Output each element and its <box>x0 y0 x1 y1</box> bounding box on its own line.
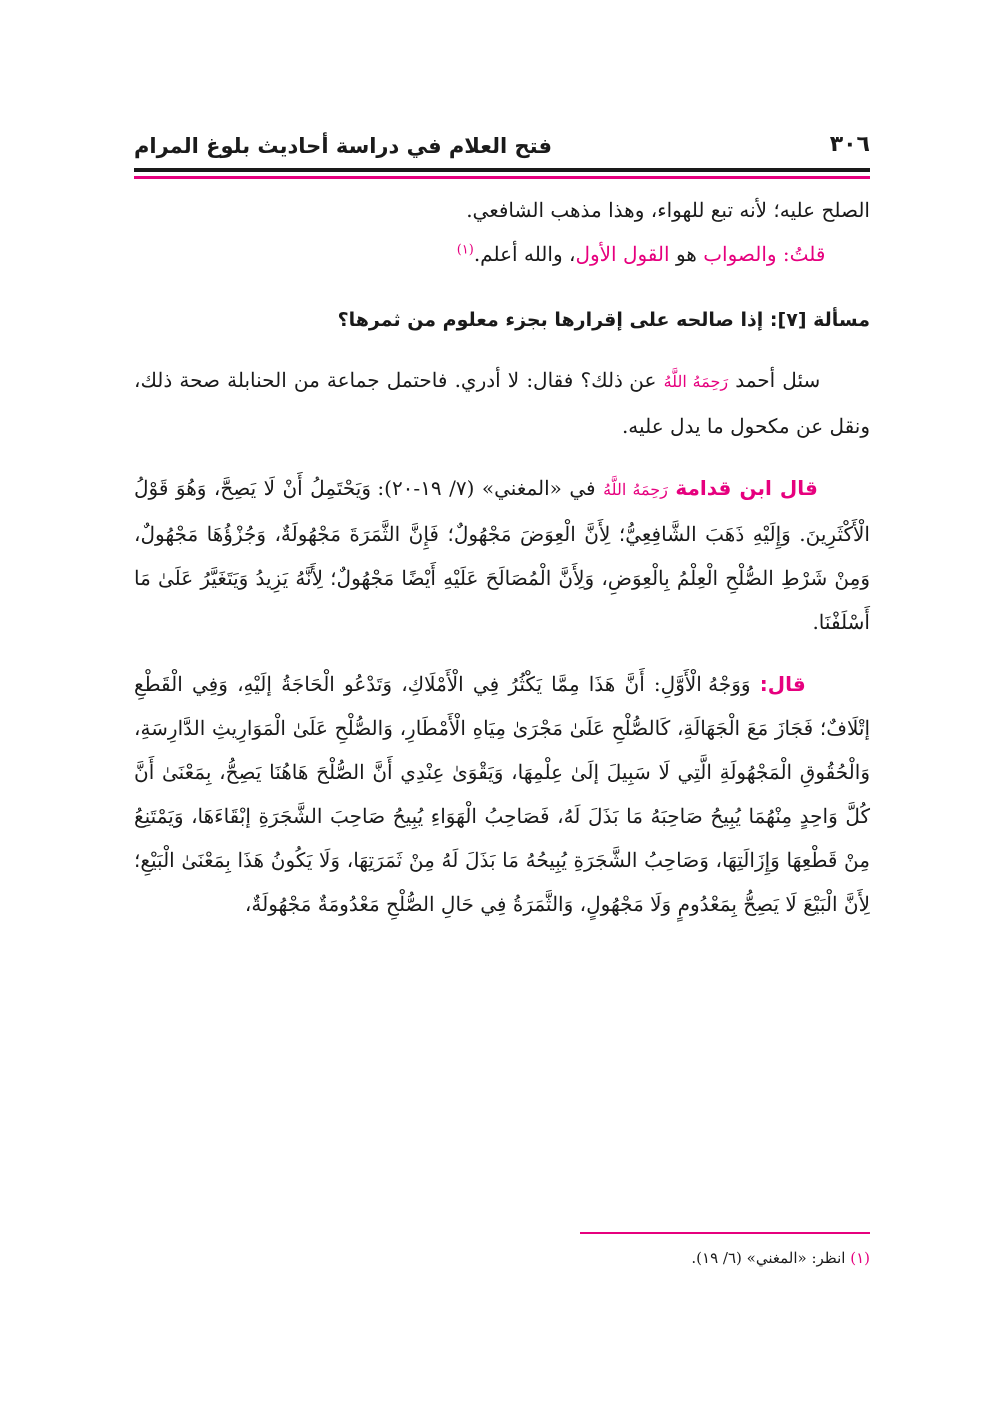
paragraph-author-note <box>134 232 870 276</box>
page-number: ٣٠٦ <box>829 132 870 157</box>
quote-intro-qal: قال: <box>759 672 806 696</box>
paragraph-ahmad <box>134 358 870 448</box>
footnote-text: انظر: «المغني» (٦/ ١٩). <box>691 1249 846 1267</box>
header-rule-pink <box>134 176 870 179</box>
paragraph-qal <box>134 662 870 926</box>
quote-intro-ibn-qudama: قال ابن قدامة <box>675 476 818 500</box>
author-note-word-3: القول الأول <box>575 242 670 266</box>
footnote-number: (١) <box>850 1249 870 1267</box>
author-note-label: قلتُ: <box>782 242 826 266</box>
ahmad-text-after: عن ذلك؟ فقال: لا أدري. فاحتمل جماعة من الحنابلة صحة ذلك، ونقل عن مكحول ما يدل عليه. <box>134 368 870 438</box>
paragraph-continuation: الصلح عليه؛ لأنه تبع للهواء، وهذا مذهب الشافعي. <box>466 198 870 222</box>
footnote-reference[interactable]: (١) <box>456 242 474 258</box>
quote-text-qal: وَوَجْهُ الْأَوَّلِ: أَنَّ هَذَا مِمَّا يَكْثُرُ فِي الْأَمْلَاكِ، وَتَدْعُو الْحَاجَةُ إلَيْهِ، وَفِي الْقَطْعِ إتْلَافٌ؛ فَجَازَ مَعَ الْجَهَالَةِ، كَالصُّلْحِ عَلَىٰ مَجْرَىٰ مِيَاهِ الْأَمْطَارِ، وَالصُّلْحِ عَلَىٰ الْمَوَارِيثِ الدَّارِسَةِ، وَالْحُقُوقِ الْمَجْهُولَةِ الَّتِي لَا سَبِيلَ إلَىٰ عِلْمِهَا، وَيَقْوَىٰ عِنْدِي أَنَّ الصُّلْحَ هَاهُنَا يَصِحُّ، بِمَعْنَىٰ أَنَّ كُلَّ وَاحِدٍ مِنْهُمَا يُبِيحُ صَاحِبَهُ مَا بَذَلَ لَهُ، فَصَاحِبُ الْهَوَاءِ يُبِيحُ صَاحِبَ الشَّجَرَةِ إبْقَاءَهَا، وَيَمْتَنِعُ مِنْ قَطْعِهَا وَإِزَالَتِهَا، وَصَاحِبُ الشَّجَرَةِ يُبِيحُهُ مَا بَذَلَ لَهُ مِنْ ثَمَرَتِهَا، وَلَا يَكُونُ هَذَا بِمَعْنَىٰ الْبَيْعِ؛ لِأَنَّ الْبَيْعَ لَا يَصِحُّ بِمَعْدُومٍ وَلَا مَجْهُولٍ، وَالثَّمَرَةُ فِي حَالِ الصُّلْحِ مَعْدُومَةٌ مَجْهُولَةٌ، <box>134 672 870 916</box>
main-text <box>134 188 870 926</box>
issue-heading: مسألة [٧]: إذا صالحه على إقرارها بجزء معلوم من ثمرها؟ <box>337 309 870 331</box>
honorific-ibn-qudama: رَحِمَهُ اللَّهُ <box>603 480 668 499</box>
author-note-word-1: والصواب <box>703 242 777 266</box>
header-rule-black <box>134 168 870 172</box>
running-header <box>134 118 870 170</box>
honorific-ahmad: رَحِمَهُ اللَّهُ <box>663 372 729 391</box>
author-note-word-2: هو <box>675 242 697 266</box>
paragraph-ibn-qudama <box>134 466 870 644</box>
ahmad-text-before: سئل أحمد <box>735 368 821 392</box>
author-note-word-4: ، والله أعلم. <box>473 242 576 266</box>
footnote <box>134 1246 870 1270</box>
footnote-separator <box>580 1232 870 1234</box>
quote-text-ibn-qudama: في «المغني» (٧/ ١٩-٢٠): وَيَحْتَمِلُ أَنْ لَا يَصِحَّ، وَهُوَ قَوْلُ الْأَكْثَرِينَ. وَإِلَيْهِ ذَهَبَ الشَّافِعِيُّ؛ لِأَنَّ الْعِوَضَ مَجْهُولٌ؛ فَإِنَّ الثَّمَرَةَ مَجْهُولَةٌ، وَجُزْؤُهَا مَجْهُولٌ، وَمِنْ شَرْطِ الصُّلْحِ الْعِلْمُ بِالْعِوَضِ، وَلِأَنَّ الْمُصَالَحَ عَلَيْهِ أَيْضًا مَجْهُولٌ؛ لِأَنَّهُ يَزِيدُ وَيَتَغَيَّرُ عَلَىٰ مَا أَسْلَفْنَا. <box>134 476 870 634</box>
book-title: فتح العلام في دراسة أحاديث بلوغ المرام <box>134 134 552 158</box>
